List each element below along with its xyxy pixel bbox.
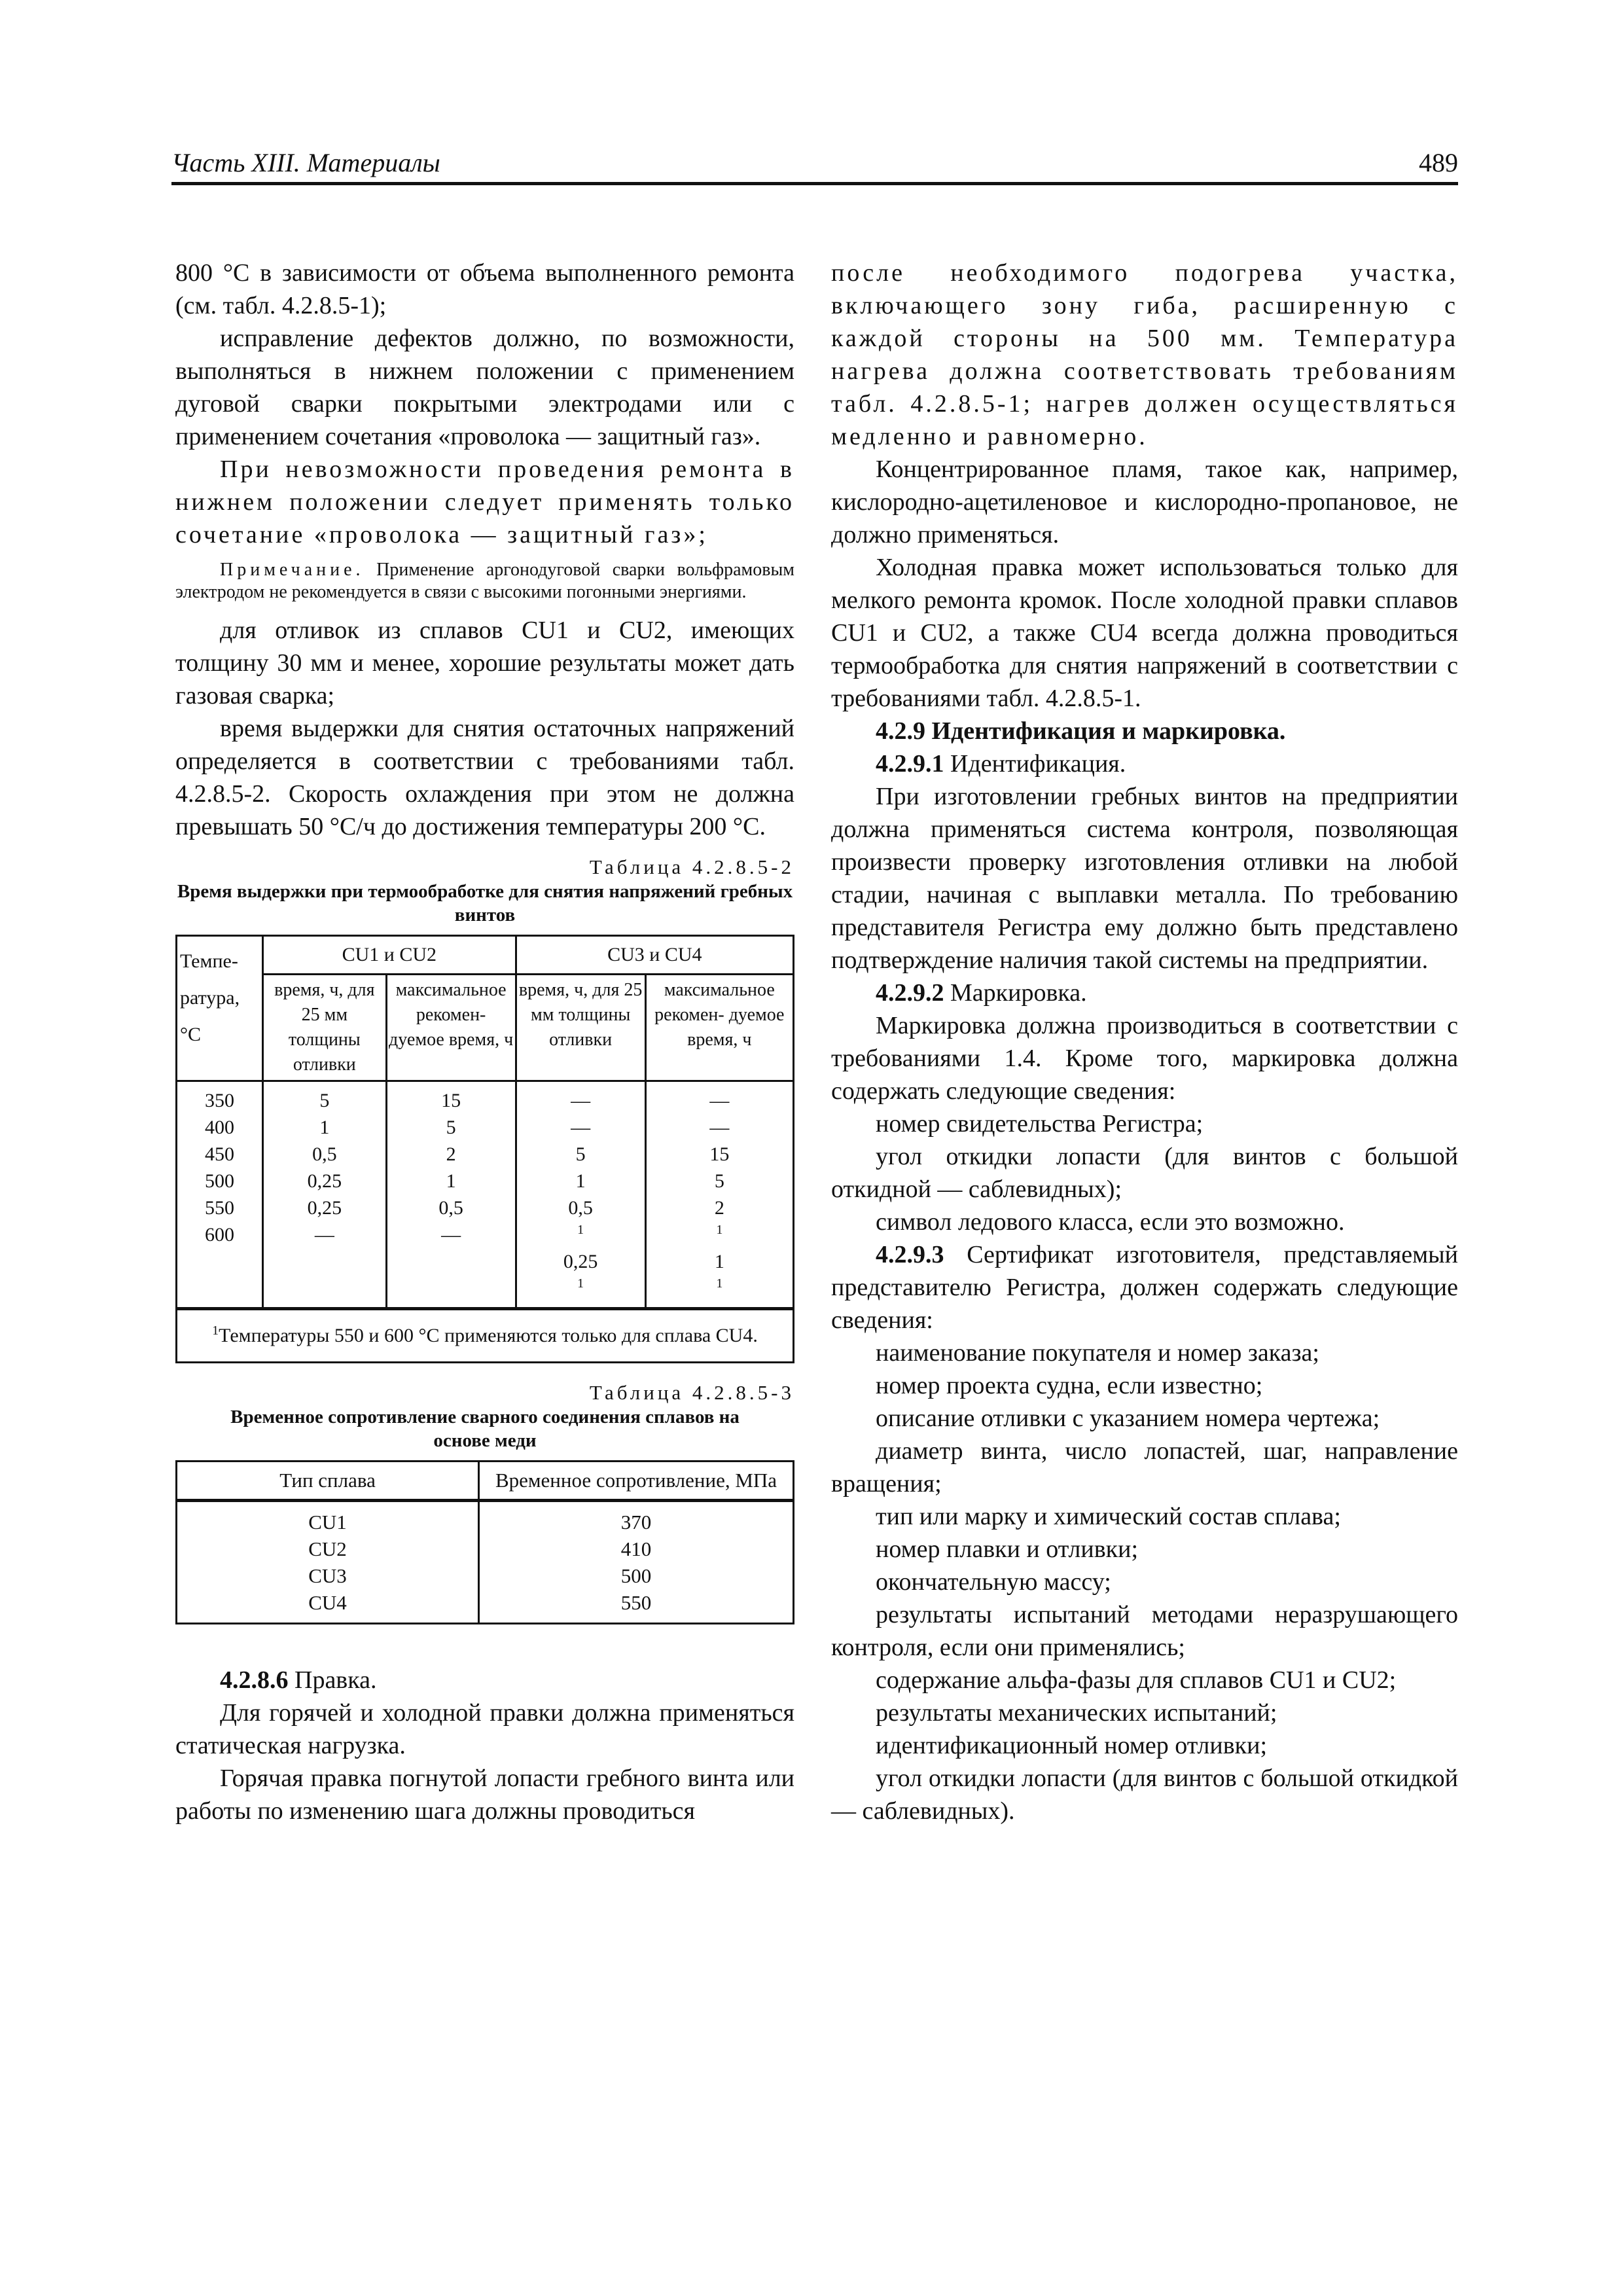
column-group-cu1-cu2: CU1 и CU2 — [263, 936, 516, 975]
column-header-max-time: максимальное рекомен- дуемое время, ч — [386, 975, 516, 1081]
cu34-max-time-column: — — 15 5 2 $^1$ 1 $^1$ — [645, 1081, 793, 1309]
column-header-alloy: Тип сплава — [177, 1462, 479, 1501]
paragraph: Концентрированное пламя, такое как, например, кислородно-ацетиленовое и кислородно-пропановое, не должно применяться. — [831, 456, 1458, 548]
section-heading: 4.2.8.6 Правка. — [220, 1666, 377, 1694]
column-header-time: время, ч, для 25 мм толщины отливки — [516, 975, 645, 1081]
list-item: окончательную массу; — [876, 1568, 1111, 1596]
table-title: Временное сопротивление сварного соединения сплавов на основе меди — [230, 1407, 740, 1451]
cu12-time-column: 5 1 0,5 0,25 0,25 — — [263, 1081, 387, 1309]
table-body — [177, 1081, 794, 1309]
paragraph: Горячая правка погнутой лопасти гребного винта или работы по изменению шага должны проводиться — [175, 1765, 794, 1825]
list-item: угол откидки лопасти (для винтов с большой откидной — саблевидных); — [831, 1143, 1458, 1203]
paragraph: Маркировка должна производиться в соответствии с требованиями 1.4. Кроме того, маркировка должна содержать следующие сведения: — [831, 1012, 1458, 1105]
section-heading: 4.2.9.2 Маркировка. — [876, 979, 1087, 1007]
section-heading: 4.2.9 Идентификация и маркировка. — [876, 717, 1286, 745]
paragraph: Для горячей и холодной правки должна применяться статическая нагрузка. — [175, 1699, 794, 1759]
column-group-cu3-cu4: CU3 и CU4 — [516, 936, 793, 975]
column-header-strength: Временное сопротивление, МПа — [479, 1462, 794, 1501]
paragraph: исправление дефектов должно, по возможности, выполняться в нижнем положении с применением дуговой сварки покрытыми электродами или с применением сочетания «проволока — защитный газ». — [175, 325, 794, 450]
list-item: наименование покупателя и номер заказа; — [876, 1339, 1319, 1367]
table-number: Таблица 4.2.8.5-3 — [589, 1381, 794, 1404]
list-item: номер плавки и отливки; — [876, 1535, 1139, 1563]
list-item: идентификационный номер отливки; — [876, 1732, 1268, 1759]
section-heading: 4.2.9.3 Сертификат изготовителя, представляемый представителю Регистра, должен содержать следующие сведения: — [831, 1241, 1458, 1334]
table-number: Таблица 4.2.8.5-2 — [589, 855, 794, 878]
list-item: диаметр винта, число лопастей, шаг, направление вращения; — [831, 1437, 1458, 1498]
list-item: результаты механических испытаний; — [876, 1699, 1277, 1727]
list-item: результаты испытаний методами неразрушающего контроля, если они применялись; — [831, 1601, 1458, 1661]
paragraph: для отливок из сплавов CU1 и CU2, имеющих толщину 30 мм и менее, хорошие результаты может дать газовая сварка; — [175, 617, 794, 709]
paragraph: При изготовлении гребных винтов на предприятии должна применяться система контроля, позволяющая произвести проверку изготовления отливки на любой стадии, начиная с выплавки металла. По требованию представителя Регистра ему должно быть представлено подтверждение наличия такой системы на предприятии. — [831, 783, 1458, 974]
strength-column: 370 410 500 550 — [479, 1501, 794, 1624]
right-column — [831, 257, 1458, 1827]
column-header-max-time: максимальное рекомен- дуемое время, ч — [645, 975, 793, 1081]
list-item: угол откидки лопасти (для винтов с большой откидкой — саблевидных). — [831, 1765, 1458, 1825]
column-header-temperature: Темпе- ратура, °С — [177, 936, 263, 1081]
paragraph: При невозможности проведения ремонта в нижнем положении следует применять только сочетание «проволока — защитный газ»; — [175, 456, 794, 548]
note-text: Применение аргонодуговой сварки вольфрамовым электродом не рекомендуется в связи с высокими погонными энергиями. — [175, 560, 795, 602]
page-number: 489 — [1419, 148, 1458, 177]
temperature-column: 350 400 450 500 550 600 — [177, 1081, 263, 1309]
table-title: Время выдержки при термообработке для снятия напряжений гребных винтов — [177, 881, 793, 925]
paragraph: после необходимого подогрева участка, включающего зону гиба, расширенную с каждой стороны на 500 мм. Температура нагрева должна соответствовать требованиям табл. 4.2.8.5-1; нагрев должен осуществляться медленно и равномерно. — [831, 259, 1458, 450]
paragraph: Холодная правка может использоваться только для мелкого ремонта кромок. После холодной правки сплавов CU1 и CU2, а также CU4 всегда должна проводиться термообработка для снятия напряжений в соответствии с требованиями табл. 4.2.8.5-1. — [831, 554, 1458, 712]
tensile-strength-table — [175, 1460, 794, 1624]
list-item: тип или марку и химический состав сплава; — [876, 1503, 1341, 1530]
list-item: номер свидетельства Регистра; — [876, 1110, 1204, 1138]
cu34-time-column: — — 5 1 0,5 $^1$ 0,25 $^1$ — [516, 1081, 645, 1309]
section-heading: 4.2.9.1 Идентификация. — [876, 750, 1126, 778]
page-header — [171, 143, 1458, 185]
running-title: Часть XIII. Материалы — [171, 148, 440, 177]
note-label: Примечание. — [220, 560, 365, 580]
table-footnote: $^1$Температуры 550 и 600 °С применяются только для сплава CU4. — [177, 1309, 794, 1363]
list-item: содержание альфа-фазы для сплавов CU1 и CU2; — [876, 1666, 1397, 1694]
holding-time-table — [175, 935, 794, 1363]
note — [175, 559, 794, 603]
paragraph: 800 °С в зависимости от объема выполненного ремонта (см. табл. 4.2.8.5-1); — [175, 259, 794, 319]
cu12-max-time-column: 15 5 2 1 0,5 — — [386, 1081, 516, 1309]
column-header-time: время, ч, для 25 мм толщины отливки — [263, 975, 387, 1081]
paragraph: время выдержки для снятия остаточных напряжений определяется в соответствии с требованиями табл. 4.2.8.5-2. Скорость охлаждения при этом не должна превышать 50 °С/ч до достижения температуры 200 °С. — [175, 715, 794, 840]
list-item: символ ледового класса, если это возможно. — [876, 1208, 1345, 1236]
list-item: описание отливки с указанием номера чертежа; — [876, 1405, 1380, 1432]
alloy-column: CU1 CU2 CU3 CU4 — [177, 1501, 479, 1624]
list-item: номер проекта судна, если известно; — [876, 1372, 1263, 1399]
left-column — [175, 257, 794, 1827]
